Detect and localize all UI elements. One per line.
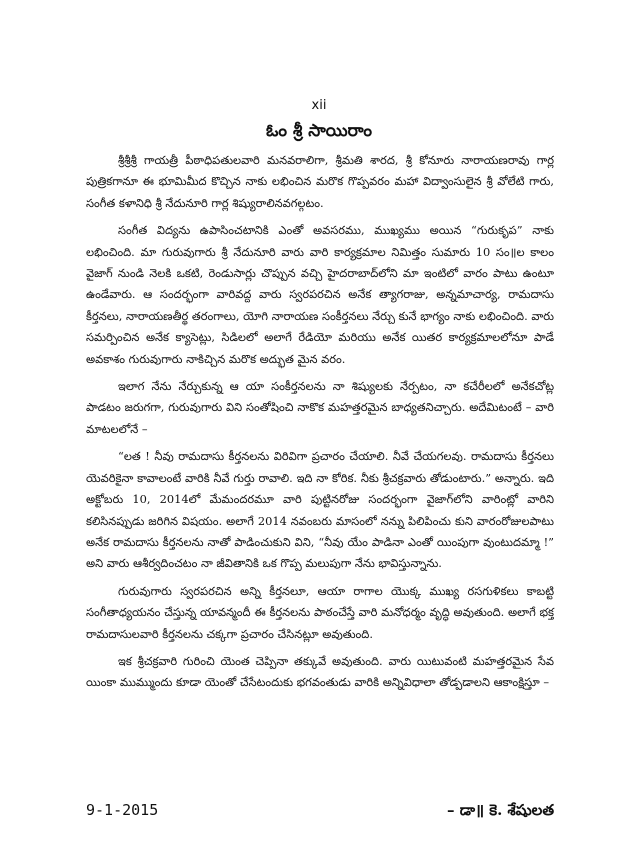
paragraph: ఇక శ్రీచక్రవారి గురించి యెంత చెప్పినా తక్కువే అవుతుంది. వారు యిటువంటి మహత్తరమైన సేవ యింకా ముమ్ముందు కూడా యెంతో చేసేటందుకు భగవంతుడు వారికి అన్నివిధాలా తోడ్పడాలని ఆకాంక్షిస్తూ – bbox=[86, 653, 554, 690]
page-title: ఓం శ్రీ సాయిరాం bbox=[266, 121, 372, 141]
paragraph: ఇలాగ నేను నేర్చుకున్న ఆ యా సంకీర్తనలను నా శిష్యులకు నేర్పటం, నా కచేరీలలో అనేకచోట్ల పాడటం జరుగగా, గురువుగారు విని సంతోషించి నాకొక మహత్తరమైన బాధ్యతనిచ్చారు. అదేమిటంటే – వారి మాటలలోనే – bbox=[86, 379, 554, 436]
document-body bbox=[86, 150, 554, 700]
paragraph: శ్రీశ్రీశ్రీ గాయత్రీ పీఠాధిపతులవారి మనవరాలిగా, శ్రీమతి శారద, శ్రీ కోనూరు నారాయణరావు గార్ల పుత్రికగానూ ఈ భూమిమీద కొచ్చిన నాకు లభించిన మరొక గొప్పవరం మహా విద్వాంసులైన శ్రీ వోలేటి గారు, సంగీత కళానిధి శ్రీ నేదునూరి గార్ల శిష్యురాలినవగల్గటం. bbox=[86, 153, 554, 210]
page-footer bbox=[86, 801, 554, 823]
page-number: xii bbox=[311, 98, 327, 113]
paragraph: సంగీత విద్యను ఉపాసించటానికి ఎంతో అవసరము, ముఖ్యము అయిన “గురుకృప” నాకు లభించింది. మా గురువుగారు శ్రీ నేదునూరి వారు వారి కార్యక్రమాల నిమిత్తం సుమారు 10 సం॥ల కాలం వైజాగ్ నుండి నెలకి ఒకటి, రెండుసార్లు చొప్పున వచ్చి హైదరాబాద్‌లోని మా ఇంటిలో వారం పాటు ఉంటూ ఉండేవారు. ఆ సందర్భంగా వారివద్ద వారు స్వరపరచిన అనేక త్యాగరాజు, అన్నమాచార్య, రామదాసు కీర్తనలు, నారాయణతీర్థ తరంగాలు, యోగి నారాయణ సంకీర్తనలు నేర్చు కునే భాగ్యం నాకు లభించింది. వారు సమర్పించిన అనేక క్యాసెట్లు, సిడిలలో అలాగే రేడియో మరియు అనేక యితర కార్యక్రమాలలోనూ పాడే అవకాశం గురువుగారు నాకిచ్చిన మరొక అద్భుత మైన వరం. bbox=[86, 223, 554, 366]
quote-paragraph: “లత ! నీవు రామదాసు కీర్తనలను విరివిగా ప్రచారం చేయాలి. నీవే చేయగలవు. రామదాసు కీర్తనలు యెవరికైనా కావాలంటే వారికి నీవే గుర్తు రావాలి. ఇది నా కోరిక. నీకు శ్రీచక్రవారు తోడుంటారు.” అన్నారు. ఇది అక్టోబరు 10, 2014లో మేమందరమూ వారి పుట్టినరోజు సందర్భంగా వైజాగ్‌లోని వారింట్లో వారిని కలిసినప్పుడు జరిగిన విషయం. అలాగే 2014 నవంబరు మాసంలో నన్ను పిలిపించు కుని వారంరోజులపాటు అనేక రామదాసు కీర్తనలను నాతో పాడించుకుని విని, “నీవు యేం పాడినా ఎంతో యింపుగా వుంటుదమ్మా !” అని వారు ఆశీర్వదించటం నా జీవితానికి ఒక గొప్ప మలుపుగా నేను భావిస్తున్నాను. bbox=[86, 449, 554, 571]
author-signature: – డా॥ కె. శేషులత bbox=[447, 801, 554, 819]
paragraph: గురువుగారు స్వరపరచిన అన్ని కీర్తనలూ, ఆయా రాగాల యొక్క ముఖ్య రసగుళికలు కాబట్టి సంగీతాధ్యయనం చేస్తున్న యావన్మందీ ఈ కీర్తనలను పాఠంచేస్తే వారి మనోధర్మం వృద్ధి అవుతుంది. అలాగే భక్త రామదాసులవారి కీర్తనలను చక్కగా ప్రచారం చేసినట్లూ అవుతుంది. bbox=[86, 583, 554, 641]
date: 9-1-2015 bbox=[86, 801, 159, 819]
